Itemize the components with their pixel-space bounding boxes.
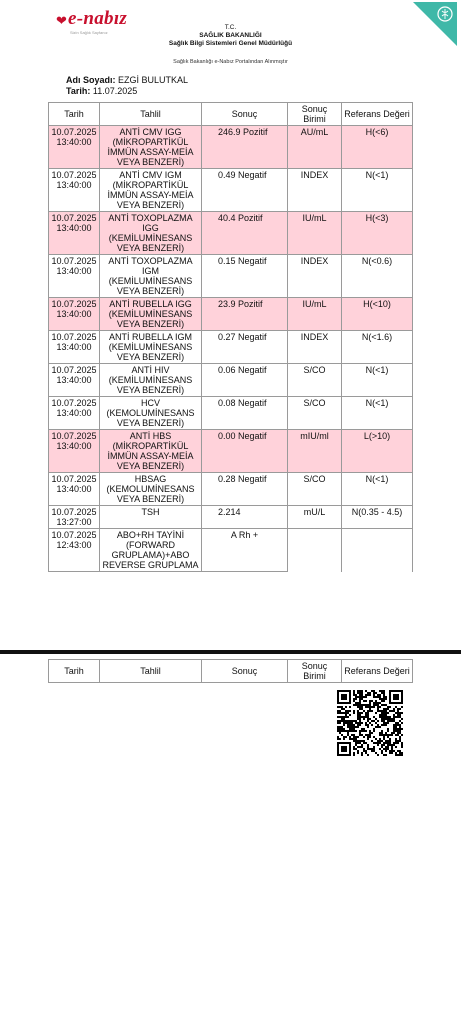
cell-reference: H(<10) bbox=[342, 298, 413, 331]
cell-test: ANTİ CMV IGM (MİKROPARTİKÜL İMMÜN ASSAY-MEİA VEYA BENZERİ) bbox=[100, 169, 202, 212]
cell-result: 0.15 Negatif bbox=[202, 255, 288, 298]
column-header-date: Tarih bbox=[49, 103, 100, 126]
cell-test: TSH bbox=[100, 506, 202, 529]
cell-date: 10.07.2025 13:40:00 bbox=[49, 331, 100, 364]
cell-unit bbox=[288, 529, 342, 572]
column-header-reference: Referans Değeri bbox=[342, 103, 413, 126]
cell-result: 0.08 Negatif bbox=[202, 397, 288, 430]
cell-unit: mU/L bbox=[288, 506, 342, 529]
cell-reference: N(<1.6) bbox=[342, 331, 413, 364]
cell-test: ANTİ HIV (KEMİLUMİNESANS VEYA BENZERİ) bbox=[100, 364, 202, 397]
cell-date: 10.07.2025 13:40:00 bbox=[49, 255, 100, 298]
cell-test: HCV (KEMOLUMİNESANS VEYA BENZERİ) bbox=[100, 397, 202, 430]
cell-unit: INDEX bbox=[288, 169, 342, 212]
table-row bbox=[49, 331, 413, 364]
header-tc: T.C. bbox=[224, 24, 237, 31]
cell-result: 40.4 Pozitif bbox=[202, 212, 288, 255]
logo-tagline: Sizin Sağlık Sayfanız bbox=[70, 30, 108, 35]
cell-date: 10.07.2025 13:40:00 bbox=[49, 126, 100, 169]
cell-unit: AU/mL bbox=[288, 126, 342, 169]
cell-date: 10.07.2025 13:40:00 bbox=[49, 473, 100, 506]
cell-reference bbox=[342, 529, 413, 572]
cell-unit: INDEX bbox=[288, 255, 342, 298]
header-directorate: Sağlık Bilgi Sistemleri Genel Müdürlüğü bbox=[168, 40, 293, 47]
cell-reference: N(<1) bbox=[342, 397, 413, 430]
cell-date: 10.07.2025 13:40:00 bbox=[49, 212, 100, 255]
table-row bbox=[49, 298, 413, 331]
column-header-test: Tahlil bbox=[100, 660, 202, 683]
cell-result: 23.9 Pozitif bbox=[202, 298, 288, 331]
table-row bbox=[49, 529, 413, 572]
column-header-unit: Sonuç Birimi bbox=[288, 103, 342, 126]
cell-unit: S/CO bbox=[288, 473, 342, 506]
table-row bbox=[49, 506, 413, 529]
cell-date: 10.07.2025 13:40:00 bbox=[49, 169, 100, 212]
cell-unit: IU/mL bbox=[288, 212, 342, 255]
cell-date: 10.07.2025 13:40:00 bbox=[49, 364, 100, 397]
cell-unit: S/CO bbox=[288, 397, 342, 430]
patient-name-label: Adı Soyadı: bbox=[66, 75, 116, 85]
cell-test: ABO+RH TAYİNİ (FORWARD GRUPLAMA)+ABO REVERSE GRUPLAMA bbox=[100, 529, 202, 572]
cell-result: 0.49 Negatif bbox=[202, 169, 288, 212]
cell-reference: N(<1) bbox=[342, 473, 413, 506]
cell-unit: mIU/ml bbox=[288, 430, 342, 473]
cell-result: 246.9 Pozitif bbox=[202, 126, 288, 169]
cell-reference: N(<1) bbox=[342, 364, 413, 397]
cell-date: 10.07.2025 13:40:00 bbox=[49, 298, 100, 331]
cell-date: 10.07.2025 13:27:00 bbox=[49, 506, 100, 529]
cell-reference: H(<3) bbox=[342, 212, 413, 255]
cell-reference: N(0.35 - 4.5) bbox=[342, 506, 413, 529]
table-header-row bbox=[49, 660, 413, 683]
table-row bbox=[49, 430, 413, 473]
cell-result: 0.28 Negatif bbox=[202, 473, 288, 506]
cell-reference: N(<1) bbox=[342, 169, 413, 212]
cell-test: ANTİ CMV IGG (MİKROPARTİKÜL İMMÜN ASSAY-MEİA VEYA BENZERİ) bbox=[100, 126, 202, 169]
results-table-page-2 bbox=[48, 659, 413, 683]
cell-result: 0.00 Negatif bbox=[202, 430, 288, 473]
table-row bbox=[49, 255, 413, 298]
column-header-date: Tarih bbox=[49, 660, 100, 683]
cell-reference: N(<0.6) bbox=[342, 255, 413, 298]
cell-result: 2.214 bbox=[202, 506, 288, 529]
cell-test: ANTİ RUBELLA IGG (KEMİLUMİNESANS VEYA BENZERİ) bbox=[100, 298, 202, 331]
qr-code-icon bbox=[337, 690, 403, 756]
cell-date: 10.07.2025 13:40:00 bbox=[49, 430, 100, 473]
cell-test: HBSAG (KEMOLUMİNESANS VEYA BENZERİ) bbox=[100, 473, 202, 506]
header-ministry: SAĞLIK BAKANLIĞI bbox=[199, 32, 262, 39]
cell-date: 10.07.2025 12:43:00 bbox=[49, 529, 100, 572]
cell-test: ANTİ TOXOPLAZMA IGG (KEMİLUMİNESANS VEYA BENZERİ) bbox=[100, 212, 202, 255]
column-header-result: Sonuç bbox=[202, 660, 288, 683]
cell-date: 10.07.2025 13:40:00 bbox=[49, 397, 100, 430]
patient-name: EZGİ BULUTKAL bbox=[118, 75, 189, 85]
report-date-line bbox=[66, 86, 137, 96]
results-table bbox=[48, 102, 413, 572]
header-source-note: Sağlık Bakanlığı e-Nabız Portalından Alınmıştır bbox=[173, 59, 288, 65]
table-row bbox=[49, 364, 413, 397]
cell-test: ANTİ TOXOPLAZMA IGM (KEMİLUMİNESANS VEYA BENZERİ) bbox=[100, 255, 202, 298]
cell-reference: L(>10) bbox=[342, 430, 413, 473]
cell-unit: S/CO bbox=[288, 364, 342, 397]
page-break-divider bbox=[0, 650, 461, 654]
cell-test: ANTİ RUBELLA IGM (KEMİLUMİNESANS VEYA BENZERİ) bbox=[100, 331, 202, 364]
report-date-label: Tarih: bbox=[66, 86, 91, 96]
logo-wordmark: e-nabız bbox=[68, 8, 128, 29]
heart-icon: ❤ bbox=[56, 13, 67, 28]
report-date: 11.07.2025 bbox=[92, 86, 138, 96]
table-row bbox=[49, 212, 413, 255]
cell-result: 0.06 Negatif bbox=[202, 364, 288, 397]
patient-name-line bbox=[66, 75, 188, 85]
cell-unit: IU/mL bbox=[288, 298, 342, 331]
cell-reference: H(<6) bbox=[342, 126, 413, 169]
table-row bbox=[49, 126, 413, 169]
cell-result: 0.27 Negatif bbox=[202, 331, 288, 364]
cell-test: ANTİ HBS (MİKROPARTİKÜL İMMÜN ASSAY-MEİA VEYA BENZERİ) bbox=[100, 430, 202, 473]
table-row bbox=[49, 473, 413, 506]
column-header-result: Sonuç bbox=[202, 103, 288, 126]
table-row bbox=[49, 397, 413, 430]
cell-unit: INDEX bbox=[288, 331, 342, 364]
table-row bbox=[49, 169, 413, 212]
column-header-unit: Sonuç Birimi bbox=[288, 660, 342, 683]
column-header-test: Tahlil bbox=[100, 103, 202, 126]
cell-result: A Rh + bbox=[202, 529, 288, 572]
table-header-row bbox=[49, 103, 413, 126]
column-header-reference: Referans Değeri bbox=[342, 660, 413, 683]
